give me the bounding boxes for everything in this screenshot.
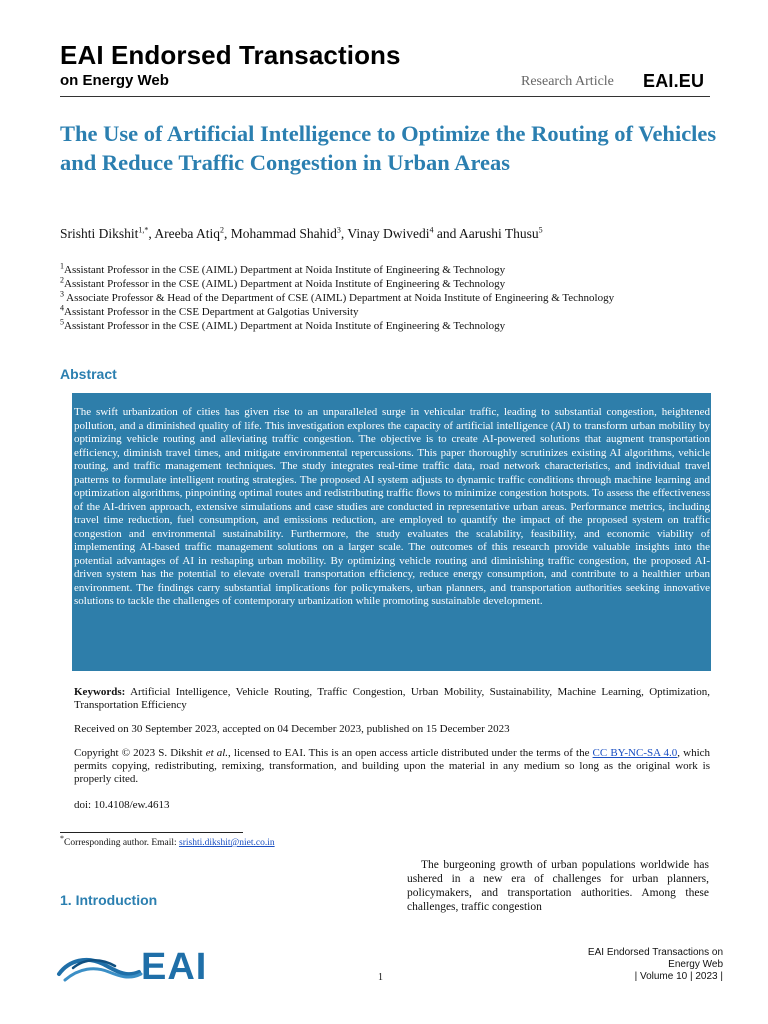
author-sup: 2 (220, 225, 225, 235)
keywords-label: Keywords: (74, 686, 126, 698)
affiliation-text: Assistant Professor in the CSE (AIML) Department at Noida Institute of Engineering & Technology (64, 278, 506, 290)
author-name: Mohammad Shahid (230, 226, 337, 241)
journal-title: EAI Endorsed Transactions (60, 40, 401, 70)
affiliation-list (60, 263, 720, 333)
author-sep: , (340, 226, 348, 241)
eai-eu-logo: EAI.EU (643, 71, 705, 91)
author-name: Srishti Dikshit (60, 226, 139, 241)
affiliation-item (60, 305, 720, 319)
author-sep: , (148, 226, 155, 241)
affiliation-number: 3 (60, 289, 64, 299)
copyright-mid: , licensed to EAI. This is an open access article distributed under the terms of the (228, 747, 593, 759)
eai-logo-text: EAI (141, 946, 208, 988)
doi: doi: 10.4108/ew.4613 (74, 799, 170, 811)
journal-subtitle: on Energy Web (60, 72, 169, 89)
copyright-notice (74, 747, 710, 786)
author-sep: , (224, 226, 231, 241)
license-link[interactable]: CC BY-NC-SA 4.0 (592, 747, 678, 759)
footer-volume: | Volume 10 | 2023 | (634, 971, 723, 982)
corresponding-author-footnote (60, 833, 275, 848)
author-name: Aarushi Thusu (458, 226, 539, 241)
received-dates: Received on 30 September 2023, accepted on 04 December 2023, published on 15 December 2023 (74, 723, 510, 735)
affiliation-text: Associate Professor & Head of the Department of CSE (AIML) Department at Noida Institute of Engineering & Technology (64, 292, 615, 304)
footnote-divider (60, 832, 243, 833)
author-sep: and (433, 226, 459, 241)
author-sup: 4 (429, 225, 434, 235)
introduction-text: The burgeoning growth of urban populations worldwide has ushered in a new era of challenges for urban planners, policymakers, and transportation authorities. Among these challenges, traffic congestion (407, 859, 709, 913)
affiliation-number: 2 (60, 275, 64, 285)
author-list (60, 226, 543, 242)
copyright-prefix: Copyright © 2023 S. Dikshit (74, 747, 206, 759)
article-title: The Use of Artificial Intelligence to Optimize the Routing of Vehicles and Reduce Traffic Congestion in Urban Areas (60, 121, 717, 175)
author-sup: 1,* (138, 225, 149, 235)
affiliation-number: 5 (60, 317, 64, 327)
email-link[interactable]: srishti.dikshit@niet.co.in (179, 838, 275, 848)
abstract-text: The swift urbanization of cities has given rise to an unparalleled surge in vehicular traffic, leading to substantial congestion, heightened pollution, and a diminished quality of life. This investigation explores the capacity of artificial intelligence (AI) to transform urban mobility by optimizing vehicle routing and alleviating traffic congestion. The objective is to create AI-powered solutions that augment transportation efficiency, diminish travel times, and mitigate environmental repercussions. This paper thoroughly scrutinizes existing AI algorithms, vehicle routing, and traffic management techniques. The study integrates real-time traffic data, road network characteristics, and individual travel patterns to formulate intelligent routing strategies. The proposed AI system adjusts to dynamic traffic conditions through machine learning and optimization algorithms, pinpointing optimal routes and redistributing traffic flows to minimize congestion hotspots. To assess the effectiveness of the AI-driven approach, extensive simulations and case studies are conducted in representative urban areas. Performance metrics, including travel time reduction, fuel consumption, and emissions reduction, are employed to quantify the impact of the proposed system on traffic congestion and environmental sustainability. Furthermore, the study evaluates the scalability, feasibility, and economic viability of implementing AI-based traffic management solutions on a larger scale. The outcomes of this research provide valuable insights into the potential advantages of AI in reshaping urban mobility. By optimizing vehicle routing and diminishing traffic congestion, the proposed AI-driven system has the potential to elevate overall transportation efficiency, reduce energy consumption, and contribute to a healthier urban environment. The findings carry substantial implications for policymakers, urban planners, and transportation authorities seeking innovative solutions to tackle the challenges of contemporary urbanization while promoting sustainable development. (74, 406, 710, 607)
page-number: 1 (378, 972, 383, 983)
copyright-etal: et al. (205, 747, 229, 759)
author-name: Vinay Dwivedi (347, 226, 430, 241)
affiliation-number: 4 (60, 303, 64, 313)
affiliation-text: Assistant Professor in the CSE (AIML) Department at Noida Institute of Engineering & Technology (64, 264, 506, 276)
introduction-heading: 1. Introduction (60, 892, 158, 908)
footer-journal-line1: EAI Endorsed Transactions on (587, 947, 723, 958)
affiliation-item (60, 277, 720, 291)
affiliation-number: 1 (60, 261, 64, 271)
affiliation-item (60, 319, 720, 333)
footer-journal-info (560, 947, 723, 983)
keywords-text: Artificial Intelligence, Vehicle Routing, Traffic Congestion, Urban Mobility, Sustainability, Machine Learning, Optimization, Transportation Efficiency (74, 686, 710, 711)
affiliation-text: Assistant Professor in the CSE Department at Galgotias University (64, 306, 359, 318)
footnote-text: Corresponding author. Email: (64, 838, 180, 848)
abstract-heading: Abstract (60, 366, 117, 382)
keywords (74, 686, 710, 712)
affiliation-text: Assistant Professor in the CSE (AIML) Department at Noida Institute of Engineering & Technology (64, 320, 506, 332)
affiliation-item (60, 263, 720, 277)
author-sup: 5 (538, 225, 543, 235)
eai-logo (55, 944, 215, 988)
footer-journal-line2: Energy Web (668, 959, 723, 970)
author-name: Areeba Atiq (154, 226, 221, 241)
footnote-marker: * (60, 833, 64, 843)
affiliation-item (60, 291, 720, 305)
author-sup: 3 (336, 225, 341, 235)
article-type: Research Article (521, 74, 614, 89)
copyright-suffix: , which permits copying, redistributing, remixing, transformation, and building upon the material in any medium so long as the original work is properly cited. (74, 747, 711, 785)
header-divider (60, 96, 710, 97)
